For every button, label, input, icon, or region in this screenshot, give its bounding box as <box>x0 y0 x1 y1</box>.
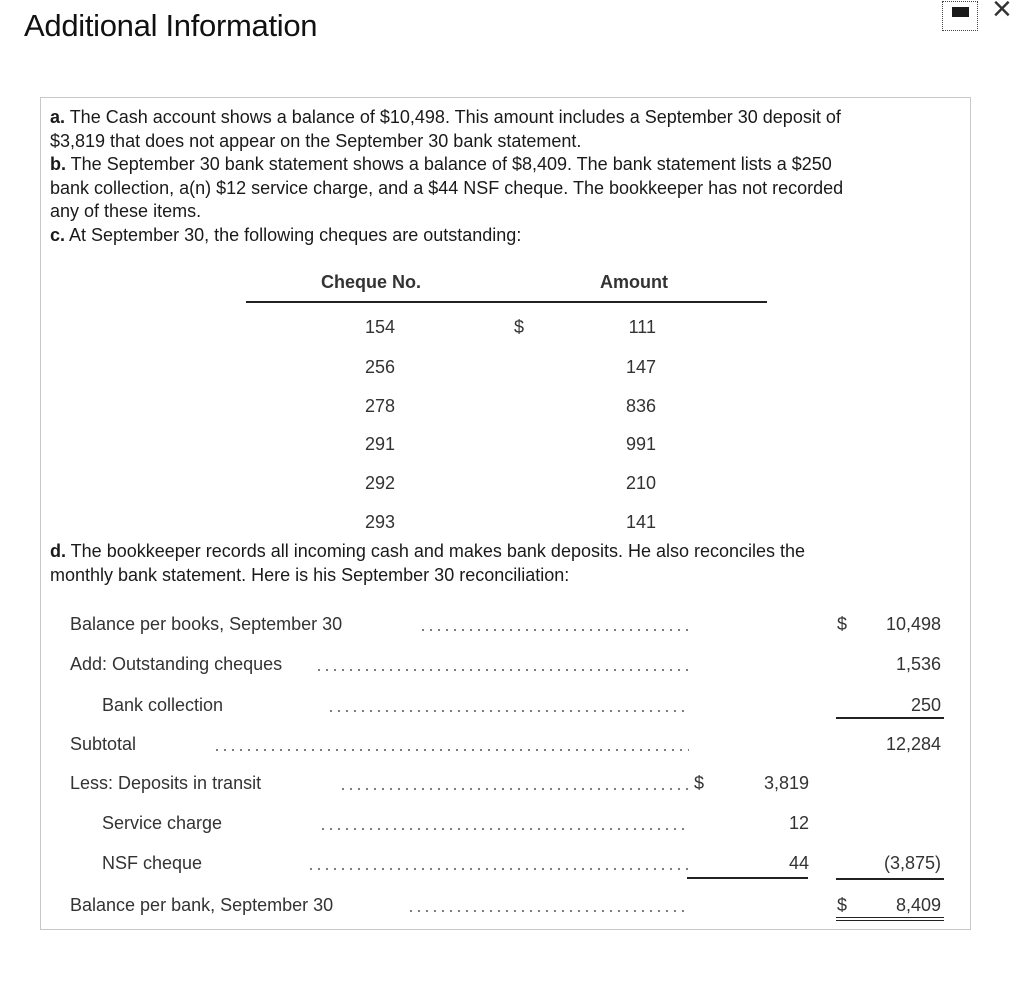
cheque-number: 291 <box>364 434 395 454</box>
cheque-number: 293 <box>364 512 395 532</box>
cheque-amount: 836 <box>625 396 656 416</box>
paragraph-d <box>50 540 805 587</box>
recon-label: Add: Outstanding cheques <box>70 654 283 674</box>
paragraph-c <box>50 224 521 248</box>
dot-leader <box>339 788 689 790</box>
para-d-line2: monthly bank statement. Here is his September 30 reconciliation: <box>50 564 570 585</box>
para-b-line2: bank collection, a(n) $12 service charge, and a $44 NSF cheque. The bookkeeper has not recorded <box>50 177 844 198</box>
cheque-number: 154 <box>364 317 395 337</box>
cheque-number: 292 <box>364 473 395 493</box>
recon-label: Service charge <box>102 813 223 833</box>
cheque-amount: 991 <box>625 434 656 454</box>
para-d-line1: The bookkeeper records all incoming cash and makes bank deposits. He also reconciles the <box>66 541 806 561</box>
cheque-number: 278 <box>364 396 395 416</box>
subtotal-rule <box>836 717 944 719</box>
dot-leader <box>319 828 689 830</box>
currency-symbol: $ <box>837 614 848 634</box>
para-a-line1: The Cash account shows a balance of $10,498. This amount includes a September 30 deposit of <box>65 107 841 127</box>
para-a-line2: $3,819 that does not appear on the September 30 bank statement. <box>50 130 582 151</box>
recon-amount-col2: 250 <box>910 695 941 715</box>
recon-label: Bank collection <box>102 695 224 715</box>
recon-amount-col2: (3,875) <box>883 853 941 873</box>
recon-label: NSF cheque <box>102 853 203 873</box>
cheque-amount: 147 <box>625 357 656 377</box>
additional-info-panel <box>40 97 971 930</box>
paragraph-b <box>50 153 843 224</box>
dot-leader <box>315 669 689 671</box>
para-c-line1: At September 30, the following cheques are outstanding: <box>65 225 522 245</box>
close-icon[interactable]: × <box>992 0 1012 28</box>
dot-leader <box>327 710 689 712</box>
recon-amount-col2: 8,409 <box>895 895 941 915</box>
minimize-icon <box>952 7 969 17</box>
label-b: b. <box>50 154 66 174</box>
page-title: Additional Information <box>24 8 318 43</box>
dot-leader <box>407 910 689 912</box>
currency-symbol: $ <box>694 773 705 793</box>
dot-leader <box>419 629 689 631</box>
col2-rule <box>836 878 944 880</box>
cheque-amount: 210 <box>625 473 656 493</box>
cheque-number: 256 <box>364 357 395 377</box>
cheque-amount: 111 <box>628 317 656 337</box>
para-b-line3: any of these items. <box>50 201 202 221</box>
recon-amount-col2: 12,284 <box>885 734 941 754</box>
label-d: d. <box>50 541 66 561</box>
header-amount: Amount <box>600 272 668 292</box>
recon-amount-col2: 1,536 <box>895 654 941 674</box>
label-c: c. <box>50 225 66 245</box>
recon-label: Less: Deposits in transit <box>70 773 262 793</box>
recon-amount-col1: 12 <box>788 813 809 833</box>
currency-symbol: $ <box>514 317 525 337</box>
table-header-rule <box>246 301 767 303</box>
paragraph-a <box>50 106 841 153</box>
recon-label: Balance per books, September 30 <box>70 614 343 634</box>
dot-leader <box>213 749 689 751</box>
header-cheque-no: Cheque No. <box>321 272 422 292</box>
cheque-amount: 141 <box>625 512 656 532</box>
recon-amount-col1: 44 <box>788 853 809 873</box>
col1-total-rule <box>687 877 808 879</box>
recon-label: Subtotal <box>70 734 137 754</box>
recon-label: Balance per bank, September 30 <box>70 895 334 915</box>
final-double-rule <box>836 917 944 921</box>
minimize-button[interactable] <box>942 1 978 31</box>
para-b-line1: The September 30 bank statement shows a balance of $8,409. The bank statement lists a $250 <box>66 154 832 174</box>
label-a: a. <box>50 107 66 127</box>
currency-symbol: $ <box>837 895 848 915</box>
recon-amount-col2: 10,498 <box>885 614 941 634</box>
dot-leader <box>307 868 689 870</box>
recon-amount-col1: 3,819 <box>763 773 809 793</box>
